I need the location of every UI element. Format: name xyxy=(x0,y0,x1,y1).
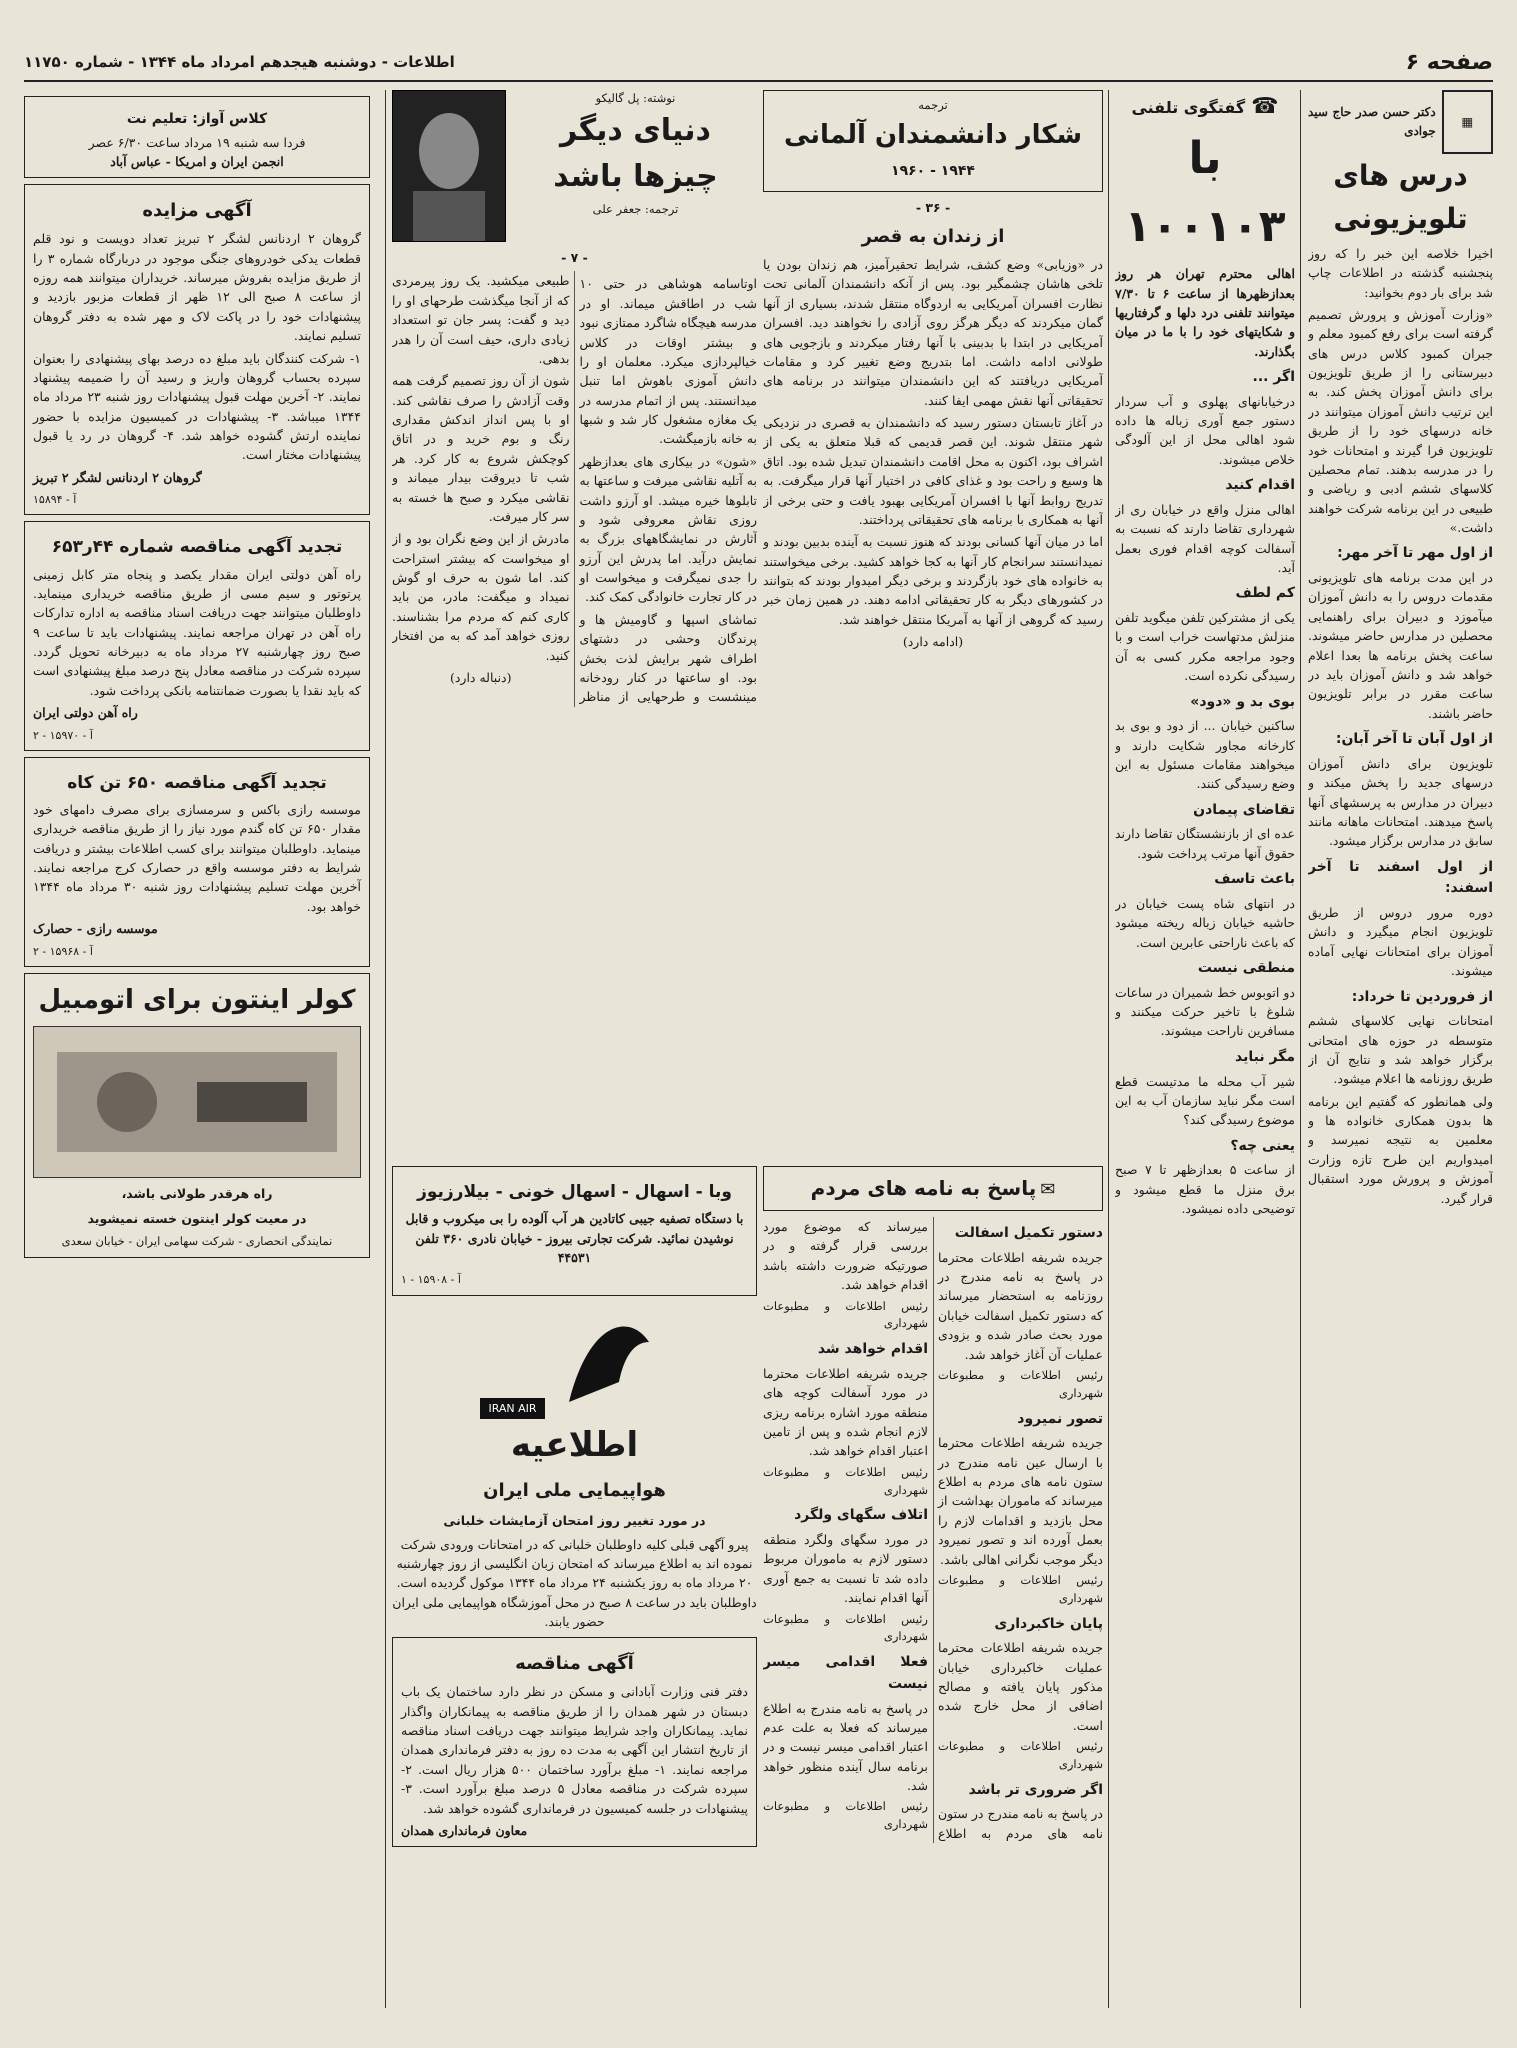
tender-ad xyxy=(24,521,370,750)
german-body: اما در میان آنها کسانی بودند که هنوز نسبت به آینده بدبین بودند و نمیدانستند سرانجام کار آنها به کجا خواهد کشید. برخی میخواستند به خانواده های خود بازگردند و برخی دیگر امیدوار بودند که بتوانند در کشورهای دیگر به کار تحقیقاتی ادامه دهند. در همین زمان خبر رسید که گروهی از آنها به آمریکا منتقل خواهند شد. xyxy=(763,534,1103,627)
fiction-paragraph: تماشای اسپها و گاومیش ها و پرندگان وحشی در دشتهای اطراف شهر برایش لذت بخش بود. او ساعتها در کنار رودخانه مینشست و طرحهایی از مناظر طبیعی میکشید. یک روز پیرمردی که از آنجا میگذشت طرحهای او را دید و گفت: پسر جان تو استعداد زیادی داری، حیف است آن را هدر بدهی. xyxy=(392,273,757,705)
auction-body: گروهان ۲ اردنانس لشگر ۲ تبریز تعداد دویست و نود قلم قطعات یدکی خودروهای جنگی موجود در دربارگاه شماره ۳ را از طریق مزایده بفروش میرساند. خریداران میتوانند همه روزه از ساعت ۸ صبح الی ۱۲ ظهر از قطعات مزبور بازدید و پیشنهادات خود را در پاکت لاک و مهر شده به دفتر گروهان تسلیم نمایند. xyxy=(33,231,361,344)
german-continued: (ادامه دارد) xyxy=(902,634,964,650)
vaba-ref: آ - ۱۵۹۰۸ - ۱ xyxy=(401,1273,461,1287)
tender1-sign: راه آهن دولتی ایران xyxy=(33,705,138,721)
music-title: کلاس آواز: تعلیم نت xyxy=(126,111,268,127)
phone-item: اگر ... درخیابانهای پهلوی و آب سردار دستور جمع آوری زباله ها داده شود اهالی محل از این آلودگی خلاص میشوند. xyxy=(1115,369,1295,467)
auction-sign: گروهان ۲ اردنانس لشگر ۲ تبریز xyxy=(33,469,202,485)
fiction-paragraph: «شون» در بیکاری های بعدازظهر به آتلیه نقاشی میرفت و ساعتها به تابلوها خیره میشد. او آرزو داشت روزی نقاش معروفی شود و آثارش در نمایشگاههای بزرگ به نمایش درآید. اما پدرش این آرزو را جدی نمیگرفت و میخواست او در کار تجارت خانوادگی کمک کند. xyxy=(579,453,757,605)
vaba-ad xyxy=(392,1166,757,1296)
iranair-notice xyxy=(392,1302,757,1632)
column-fiction xyxy=(392,90,757,1148)
german-body: در آغاز تابستان دستور رسید که دانشمندان به قصری در نزدیکی شهر منتقل شوند. این قصر قدیمی که قبلا متعلق به یکی از اشراف بود، اکنون به محل اقامت دانشمندان تبدیل شده بود. اتاق ها وسیع و راحت بود و غذای کافی در اختیار آنها قرار میگرفت. به تدریج روابط آنها با افسران آمریکایی بهبود یافت و حتی برخی از آنها به همکاری با برنامه های تحقیقاتی پرداختند. xyxy=(763,415,1103,527)
letter-item: اتلاف سگهای ولگرد در مورد سگهای ولگرد منطقه دستور لازم به ماموران مربوط داده شد تا نسبت به جمع آوری آنها اقدام نمایند. رئیس اطلاعات و مطبوعات شهرداری xyxy=(763,1507,928,1644)
publication-line: اطلاعات - دوشنبه هیجدهم امرداد ماه ۱۳۴۴ - شماره ۱۱۷۵۰ xyxy=(24,53,455,71)
music-body: فردا سه شنبه ۱۹ مرداد ساعت ۶/۳۰ عصر xyxy=(88,134,306,150)
phone-headline: با ۱۰۰۱۰۳ xyxy=(1124,132,1286,252)
sec2-body: تلویزیون برای دانش آموزان درسهای جدید را پخش میکند و دبیران در مدارس به پرسشهای آنها پاسخ میدهند. امتحانات ماهانه مانند سابق در مدارس برگزار میشود. xyxy=(1308,755,1493,849)
tender2-ref: آ - ۱۵۹۶۸ - ۲ xyxy=(33,944,93,958)
car-cooler-ad xyxy=(24,973,370,1258)
sec1-title: از اول مهر تا آخر مهر: xyxy=(1337,545,1493,562)
kicker: ترجمه xyxy=(918,98,948,112)
auction-body: ۱- شرکت کنندگان باید مبلغ ده درصد بهای پیشنهادی را بعنوان سپرده بحساب گروهان واریز و رسید آن را ضمیمه پیشنهاد نمایند. ۲- آخرین مهلت قبول پیشنهادات روز شنبه ۲۳ مرداد ماه ۱۳۴۴ میباشد. ۳- پیشنهادات در کمیسیون مزایده با حضور نماینده ارتش گشوده خواهد شد. ۴- گروهان در رد یا قبول پیشنهادات مختار است. xyxy=(33,350,361,463)
tender3-sign: معاون فرمانداری همدان xyxy=(401,1822,528,1838)
fiction-episode: - ۷ - xyxy=(561,250,588,265)
author-portrait xyxy=(392,90,506,242)
column-tv-lessons xyxy=(1308,90,1493,2008)
tender2-ad xyxy=(24,757,370,967)
phone-item: منطقی نیست دو اتوبوس خط شمیران در ساعات شلوغ با تاخیر حرکت میکنند و مسافرین ناراحت میشوند. xyxy=(1115,960,1295,1039)
fiction-paragraph: شون از آن روز تصمیم گرفت همه وقت آزادش را صرف نقاشی کند. او با پس انداز اندکش مقداری رنگ و بوم خرید و در اتاق کوچکش شروع به کار کرد. هر شب تا دیروقت بیدار میماند و نقاشی میکرد و صبح ها خسته به سر کار میرفت. xyxy=(392,373,570,524)
tender3-body: دفتر فنی وزارت آبادانی و مسکن در نظر دارد ساختمان یک باب دبستان در شهر همدان را از طریق مناقصه به پیمانکاران واگذار نماید. پیمانکاران واجد شرایط میتوانند جهت دریافت اسناد مناقصه از تاریخ انتشار این آگهی به مدت ده روز به دفتر فرمانداری همدان مراجعه نمایند. ۱- مبلغ برآورد ساختمان ۵۰۰ هزار ریال است. ۲- سپرده شرکت در مناقصه معادل ۵ درصد مبلغ برآورد است. ۳- پیشنهادات در جلسه کمیسیون در فرمانداری گشوده خواهد شد. xyxy=(401,1684,748,1816)
auction-title: آگهی مزایده xyxy=(142,200,252,222)
fiction-paragraph: مادرش از این وضع نگران بود و از او میخواست که بیشتر استراحت کند. اما شون به حرف او گوش نمیداد و میگفت: مادر، من باید کاری کنم که مردم مرا بشناسند. روزی خواهد آمد که به من افتخار کنید. xyxy=(392,531,570,663)
letter-item: فعلا اقدامی میسر نیست در پاسخ به نامه مندرج به اطلاع میرساند که فعلا به علت عدم اعتبار اقدامی میسر نیست و در برنامه سال آینده منظور خواهد شد. رئیس اطلاعات و مطبوعات شهرداری xyxy=(763,1654,928,1832)
letter-item: دستور تکمیل اسفالت جریده شریفه اطلاعات محترما در پاسخ به نامه مندرج در روزنامه به استحضار میرساند که دستور تکمیل اسفالت خیابان مورد بحث صادر شده و بزودی عملیات آن آغاز خواهد شد. رئیس اطلاعات و مطبوعات شهرداری xyxy=(938,1225,1103,1400)
column-phone xyxy=(1115,90,1295,2008)
iranair-logo-icon xyxy=(549,1302,669,1412)
notice-org: هواپیمایی ملی ایران xyxy=(483,1480,666,1502)
column-bottom-middle xyxy=(392,1160,757,2008)
letters-body xyxy=(763,1217,1103,1843)
fiction-title: دنیای دیگر چیزها باشد xyxy=(553,112,718,195)
letter-item: پایان خاکبرداری جریده شریفه اطلاعات محترما عملیات خاکبرداری خیابان مذکور پایان یافته و مصالح اضافی از محل خارج شده است. رئیس اطلاعات و مطبوعات شهرداری xyxy=(938,1615,1103,1771)
envelope-icon: ✉ xyxy=(1040,1179,1056,1200)
byline: دکتر حسن صدر حاج سید جوادی xyxy=(1308,105,1436,138)
auction-ad xyxy=(24,184,370,515)
fiction-translator: ترجمه: جعفر علی xyxy=(592,201,679,216)
section-header xyxy=(1308,90,1493,154)
fiction-header xyxy=(392,90,757,242)
sec3-title: از اول اسفند تا آخر اسفند: xyxy=(1308,858,1493,897)
german-header-box xyxy=(763,90,1103,192)
vaba-title: وبا - اسهال - اسهال خونی - بیلارزیوز xyxy=(417,1182,732,1202)
tender2-title: تجدید آگهی مناقصه ۶۵۰ تن کاه xyxy=(67,772,327,793)
tender1-ref: آ - ۱۵۹۷۰ - ۲ xyxy=(33,728,93,742)
phone-header xyxy=(1115,90,1295,125)
closing: ولی همانطور که گفتیم این برنامه ها بدون همکاری خانواده ها و معلمین به نتیجه نمیرسد و امیدواریم این طرح تازه وزارت آموزش و پرورش مورد استقبال قرار گیرد. xyxy=(1308,1093,1493,1206)
car-interior-icon xyxy=(47,1032,347,1172)
german-body: در «وزیابی» وضع کشف، شرایط تحقیرآمیز، هم زندان بودن یا تلخی هاشان چشمگیر بود. پس از آنکه دانشمندان آلمانی تحت نظارت افسران آمریکایی به اردوگاه منتقل شدند، بسیاری از آنها گمان میکردند که دیگر هرگز روی آزادی را نخواهند دید. افسران آمریکایی در ابتدا با بدبینی با آنها رفتار میکردند و بازجویی های طولانی ادامه داشت. اما بتدریج وضع تغییر کرد و مقامات آمریکایی دریافتند که این دانشمندان میتوانند در برنامه های تحقیقاتی آنها نقش مهمی ایفا کنند. xyxy=(763,257,1103,408)
sec3-body: دوره مرور دروس از طریق تلویزیون انجام میگیرد و دانش آموزان برای امتحانات نهایی آماده میشوند. xyxy=(1308,905,1493,979)
masthead xyxy=(24,44,1493,82)
column-rule xyxy=(1300,90,1301,2008)
phone-item: تقاضای پیمادن عده ای از بازنشستگان تقاضا دارند حقوق آنها مرتب پرداخت شود. xyxy=(1115,801,1295,861)
phone-item: باعث تاسف در انتهای شاه پست خیابان در حاشیه خیابان زباله ریخته میشود که باعث ناراحتی عابرین است. xyxy=(1115,871,1295,950)
column-rule xyxy=(1108,90,1109,2008)
sec1-body: در این مدت برنامه های تلویزیونی مقدمات دروس را به دانش آموزان میآموزد و دبیران برای راهنمایی محصلین در مدارس حاضر میشوند. ساعت پخش برنامه ها بعدا اعلام خواهد شد و دانش آموزان باید در ساعت مقرر در برابر تلویزیون حاضر باشند. xyxy=(1308,570,1493,721)
phone-item: بوی بد و «دود» ساکنین خیابان ... از دود و بوی بد کارخانه مجاور شکایت دارند و میخواهند مقامات مسئول به این وضع رسیدگی کنند. xyxy=(1115,693,1295,792)
tender3-ad xyxy=(392,1637,757,1847)
music-place: انجمن ایران و امریکا - عباس آباد xyxy=(110,154,284,170)
tender1-title: تجدید آگهی مناقصه شماره ۴۴ر۶۵۳ xyxy=(51,537,343,558)
tender1-body: راه آهن دولتی ایران مقدار یکصد و پنجاه متر کابل زمینی پرتوتور و سیم مسی از طریق مناقصه خریداری مینماید. داوطلبان میتوانند جهت دریافت اسناد مناقصه به اداره تدارکات راه آهن در تهران مراجعه نمایند. پیشنهادات باید تا ساعت ۹ صبح روز چهارشنبه ۲۷ مرداد ماه به دبیرخانه تحویل گردد. سپرده شرکت در مناقصه معادل پنج درصد مبلغ پیشنهادی است که باید نقدا یا بصورت ضمانتنامه بانکی پرداخت شود. xyxy=(33,566,361,698)
letters-header xyxy=(763,1166,1103,1211)
column-ads xyxy=(24,90,370,2008)
sec4-body: امتحانات نهایی کلاسهای ششم متوسطه در حوزه های امتحانی برگزار خواهد شد و نتایج آن از طریق روزنامه ها اعلام میشود. xyxy=(1308,1013,1493,1087)
notice-body: پیرو آگهی قبلی کلیه داوطلبان خلبانی که در امتحانات ورودی شرکت نموده اند به اطلاع میرساند که امتحان زبان انگلیسی از روز چهارشنبه ۲۰ مرداد ماه به روز یکشنبه ۲۴ مرداد ماه ۱۳۴۴ موکول گردیده است. داوطلبان باید در ساعت ۸ صبح در محل آموزشگاه هواپیمایی ملی ایران حضور یابند. xyxy=(392,1536,757,1630)
car-image xyxy=(33,1026,361,1178)
phone-item: یعنی چه؟ از ساعت ۵ بعدازظهر تا ۷ صبح برق منزل ما قطع میشود و توضیحی داده نمیشود. xyxy=(1115,1137,1295,1217)
column-rule xyxy=(385,90,386,2008)
newspaper-logo-icon: ▦ xyxy=(1442,90,1493,154)
phone-item: کم لطف یکی از مشترکین تلفن میگوید تلفن منزلش مدتهاست خراب است و با وجود مراجعه مکرر کسی به آن رسیدگی نکرده است. xyxy=(1115,585,1295,684)
column-german-scientists xyxy=(763,90,1103,1148)
article-title: درس های تلویزیونی xyxy=(1333,159,1468,236)
fiction-body xyxy=(392,271,757,706)
phone-header-label: گفتگوی تلفنی xyxy=(1131,98,1246,117)
tender2-body: موسسه رازی باکس و سرمسازی برای مصرف دامهای خود مقدار ۶۵۰ تن کاه گندم مورد نیاز را از طریق مناقصه خریداری مینماید. داوطلبان میتوانند برای کسب اطلاعات بیشتر و دریافت شرایط به دفتر موسسه واقع در حصارک کرج مراجعه نمایند. آخرین مهلت تسلیم پیشنهادات روز شنبه ۳۰ مرداد ماه ۱۳۴۴ خواهد بود. xyxy=(33,801,361,914)
car-tagline: راه هرقدر طولانی باشد، xyxy=(121,1185,273,1201)
column-peoples-letters xyxy=(763,1160,1103,2008)
phone-item: مگر نباید شیر آب محله ما مدتیست قطع است مگر نباید سازمان آب به این موضوع رسیدگی کند؟ xyxy=(1115,1048,1295,1128)
fiction-paragraph: اوتاسامه هوشاهی در حتی ۱۰ شب در اطاقش میماند. او در مدرسه هیچگاه شاگرد ممتازی نبود و بیشتر اوقات در کلاس خیالپردازی میکرد. معلمان او را دانش آموزی باهوش اما تنبل میدانستند. پس از اتمام مدرسه در یک مغازه مشغول کار شد و شبها به خانه بازمیگشت. xyxy=(579,276,757,447)
sec4-title: از فروردین تا خرداد: xyxy=(1351,988,1493,1005)
portrait-icon xyxy=(393,91,505,241)
letters-header-label: پاسخ به نامه های مردم xyxy=(810,1176,1037,1200)
body: «وزارت آموزش و پرورش تصمیم گرفته است برای رفع کمبود معلم و جبران کمبود کلاس درس های دبیرستانی را از طریق تلویزیون برای دانش آموزان پخش کند. به این ترتیب دانش آموزان میتوانند در خانه درسهای خود را از طریق تلویزیون فرا گیرند و امتحانات خود را در مدرسه بدهند. تمام محصلین کلاسهای ششم ادبی و ریاضی و طبیعی در این برنامه شرکت خواهند داشت.» xyxy=(1308,306,1493,536)
car-tagline2: در معیت کولر اینتون خسته نمیشوید xyxy=(87,1211,307,1227)
phone-lead: اهالی محترم تهران هر روز بعدازظهرها از ساعت ۶ تا ۷/۳۰ میتوانند تلفنی درد دلها و گرفتاریها و شکایتهای خود را با ما در میان بگذارند. xyxy=(1115,266,1295,359)
german-subtitle: از زندان به قصر xyxy=(861,226,1005,248)
german-title: شکار دانشمندان آلمانی xyxy=(783,119,1083,150)
car-title: کولر اینتون برای اتومبیل xyxy=(38,984,356,1015)
auction-ref: آ - ۱۵۸۹۴ xyxy=(33,493,77,507)
telephone-icon: ☎ xyxy=(1251,94,1279,120)
fiction-header-text xyxy=(514,90,757,219)
intro: اخیرا خلاصه این خبر را که روز پنجشنبه گذشته در اطلاعات چاپ شد برای بار دوم بخوانید: xyxy=(1308,245,1493,300)
page-number: صفحه ۶ xyxy=(1405,49,1493,75)
letter-item: اقدام خواهد شد جریده شریفه اطلاعات محترما در مورد آسفالت کوچه های منطقه مورد اشاره برنامه ریزی لازم انجام شده و پس از تامین اعتبار اقدام خواهد شد. رئیس اطلاعات و مطبوعات شهرداری xyxy=(763,1341,928,1497)
iranair-label: IRAN AIR xyxy=(480,1398,544,1419)
tender2-sign: موسسه رازی - حصارک xyxy=(33,921,158,937)
vaba-body: با دستگاه تصفیه جیبی کاتادین هر آب آلوده را بی میکروب و قابل نوشیدن نمائید. شرکت تجارتی بیروز - خیابان نادری ۳۶۰ تلفن ۴۴۵۳۱ xyxy=(405,1211,744,1266)
tender3-title: آگهی مناقصه xyxy=(515,1653,634,1675)
letter-item: تصور نمیرود جریده شریفه اطلاعات محترما با ارسال عین نامه مندرج در ستون نامه های مردم به اطلاع میرساند که ماموران بهداشت از محل بازدید و اقدامات لازم را بعمل آورده اند و تصور نمیرود دیگر موجب نگرانی اهالی باشد. رئیس اطلاعات و مطبوعات شهرداری xyxy=(938,1410,1103,1605)
car-dealer: نمایندگی انحصاری - شرکت سهامی ایران - خیابان سعدی xyxy=(61,1233,333,1248)
notice-title: اطلاعیه xyxy=(510,1424,639,1465)
phone-item: اقدام کنید اهالی منزل واقع در خیابان ری از شهرداری تقاضا دارند که نسبت به آسفالت کوچه اقدام فوری بعمل آید. xyxy=(1115,477,1295,576)
german-years: ۱۹۴۴ - ۱۹۶۰ xyxy=(891,163,975,180)
music-class-ad xyxy=(24,96,370,178)
fiction-continued: (دنباله دارد) xyxy=(449,669,512,685)
notice-sub: در مورد تغییر روز امتحان آزمایشات خلبانی xyxy=(443,1513,706,1529)
sec2-title: از اول آبان تا آخر آبان: xyxy=(1335,731,1493,748)
episode-number: - ۳۶ - xyxy=(915,199,951,215)
fiction-byline: نوشته: پل گالیکو xyxy=(595,91,676,105)
letter-item: اگر ضروری تر باشد در پاسخ به نامه مندرج در ستون نامه های مردم به اطلاع میرساند که موضوع مورد بررسی قرار گرفته و در صورتیکه ضرورت داشته باشد اقدام خواهد شد. رئیس اطلاعات و مطبوعات شهرداری xyxy=(763,1219,1103,1841)
